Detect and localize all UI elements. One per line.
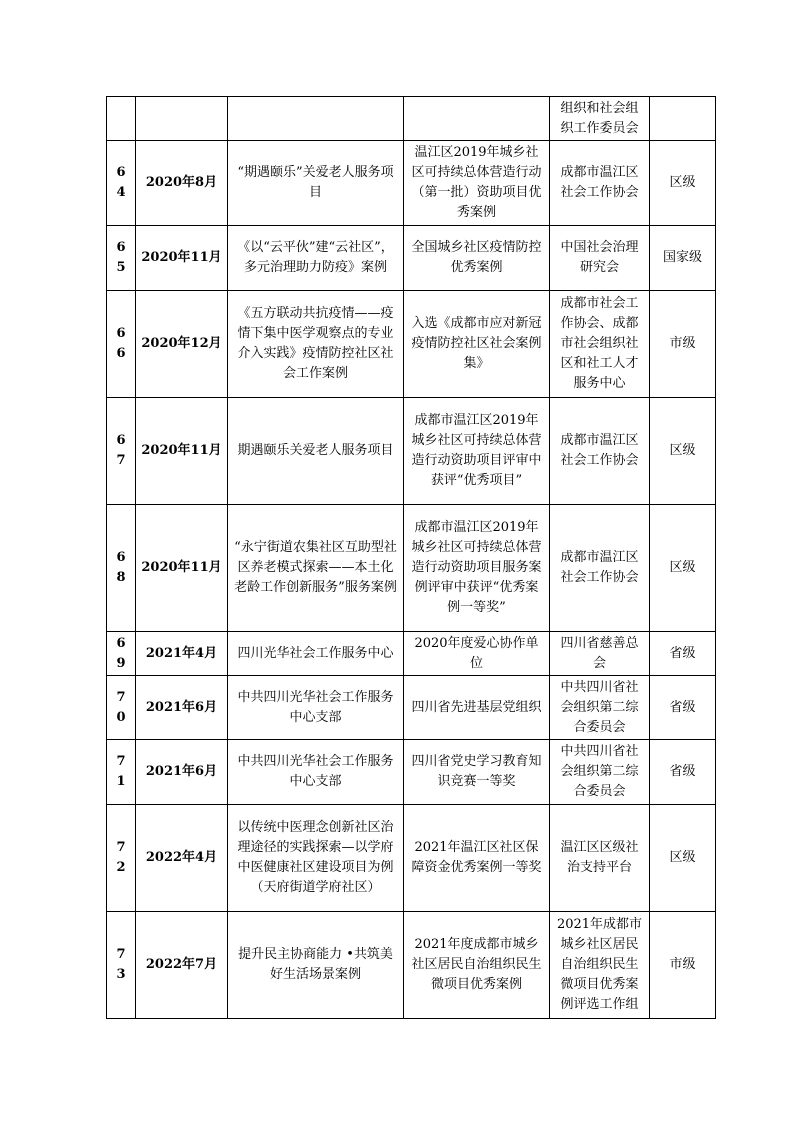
row-project: 《五方联动共抗疫情——疫情下集中医学观察点的专业介入实践》疫情防控社区社会工作案例: [228, 291, 404, 398]
row-date: 2021年6月: [136, 676, 228, 740]
row-project: [228, 97, 404, 141]
table-row: [107, 505, 716, 632]
row-project: 四川光华社会工作服务中心: [228, 632, 404, 676]
row-date: 2021年4月: [136, 632, 228, 676]
row-honor: [404, 97, 550, 141]
row-honor: 2021年度成都市城乡社区居民自治组织民生微项目优秀案例: [404, 912, 550, 1019]
row-level: [650, 97, 716, 141]
row-number: 70: [107, 676, 136, 740]
row-date: 2020年12月: [136, 291, 228, 398]
row-level: 省级: [650, 740, 716, 805]
row-honor: 入选《成都市应对新冠疫情防控社区社会案例集》: [404, 291, 550, 398]
row-number: 71: [107, 740, 136, 805]
row-level: 国家级: [650, 226, 716, 291]
row-date: 2020年11月: [136, 226, 228, 291]
row-project: 中共四川光华社会工作服务中心支部: [228, 676, 404, 740]
row-issuer: 四川省慈善总会: [550, 632, 650, 676]
table-row: [107, 805, 716, 912]
row-number: [107, 97, 136, 141]
row-honor: 温江区2019年城乡社区可持续总体营造行动（第一批）资助项目优秀案例: [404, 141, 550, 226]
row-issuer: 成都市温江区社会工作协会: [550, 505, 650, 632]
row-level: 省级: [650, 632, 716, 676]
row-project: 以传统中医理念创新社区治理途径的实践探索—以学府中医健康社区建设项目为例（天府街道学府社区）: [228, 805, 404, 912]
row-issuer: 中共四川省社会组织第二综合委员会: [550, 676, 650, 740]
row-project: 提升民主协商能力 •共筑美好生活场景案例: [228, 912, 404, 1019]
table-row: [107, 676, 716, 740]
row-level: 省级: [650, 676, 716, 740]
row-number: 67: [107, 398, 136, 505]
row-number: 72: [107, 805, 136, 912]
table-row: [107, 291, 716, 398]
row-number: 65: [107, 226, 136, 291]
row-date: 2022年7月: [136, 912, 228, 1019]
row-honor: 成都市温江区2019年城乡社区可持续总体营造行动资助项目评审中获评“优秀项目”: [404, 398, 550, 505]
row-project: “期遇颐乐”关爱老人服务项目: [228, 141, 404, 226]
row-number: 73: [107, 912, 136, 1019]
table-row: [107, 226, 716, 291]
row-date: 2022年4月: [136, 805, 228, 912]
row-honor: 成都市温江区2019年城乡社区可持续总体营造行动资助项目服务案例评审中获评“优秀案例一等奖”: [404, 505, 550, 632]
row-honor: 四川省先进基层党组织: [404, 676, 550, 740]
row-number: 64: [107, 141, 136, 226]
row-honor: 四川省党史学习教育知识竞赛一等奖: [404, 740, 550, 805]
table-row: [107, 912, 716, 1019]
row-date: 2020年11月: [136, 505, 228, 632]
table-row: [107, 740, 716, 805]
row-date: 2020年8月: [136, 141, 228, 226]
row-issuer: 中共四川省社会组织第二综合委员会: [550, 740, 650, 805]
row-level: 市级: [650, 291, 716, 398]
awards-table: [106, 96, 716, 1019]
row-date: 2020年11月: [136, 398, 228, 505]
row-issuer: 组织和社会组织工作委员会: [550, 97, 650, 141]
row-level: 市级: [650, 912, 716, 1019]
row-level: 区级: [650, 398, 716, 505]
table-row: [107, 632, 716, 676]
row-date: 2021年6月: [136, 740, 228, 805]
table-row: [107, 97, 716, 141]
row-number: 69: [107, 632, 136, 676]
row-project: 中共四川光华社会工作服务中心支部: [228, 740, 404, 805]
row-project: 期遇颐乐关爱老人服务项目: [228, 398, 404, 505]
row-date: [136, 97, 228, 141]
row-issuer: 成都市温江区社会工作协会: [550, 141, 650, 226]
row-level: 区级: [650, 505, 716, 632]
row-honor: 2020年度爱心协作单位: [404, 632, 550, 676]
row-honor: 全国城乡社区疫情防控优秀案例: [404, 226, 550, 291]
row-level: 区级: [650, 141, 716, 226]
row-level: 区级: [650, 805, 716, 912]
row-honor: 2021年温江区社区保障资金优秀案例一等奖: [404, 805, 550, 912]
row-issuer: 中国社会治理研究会: [550, 226, 650, 291]
row-issuer: 2021年成都市城乡社区居民自治组织民生微项目优秀案例评选工作组: [550, 912, 650, 1019]
table-row: [107, 141, 716, 226]
row-project: 《以“云平伙”建“云社区”，多元治理助力防疫》案例: [228, 226, 404, 291]
row-number: 68: [107, 505, 136, 632]
table-row: [107, 398, 716, 505]
row-project: “永宁街道农集社区互助型社区养老模式探索——本土化老龄工作创新服务”服务案例: [228, 505, 404, 632]
row-issuer: 成都市温江区社会工作协会: [550, 398, 650, 505]
row-number: 66: [107, 291, 136, 398]
row-issuer: 温江区区级社治支持平台: [550, 805, 650, 912]
row-issuer: 成都市社会工作协会、成都市社会组织社区和社工人才服务中心: [550, 291, 650, 398]
